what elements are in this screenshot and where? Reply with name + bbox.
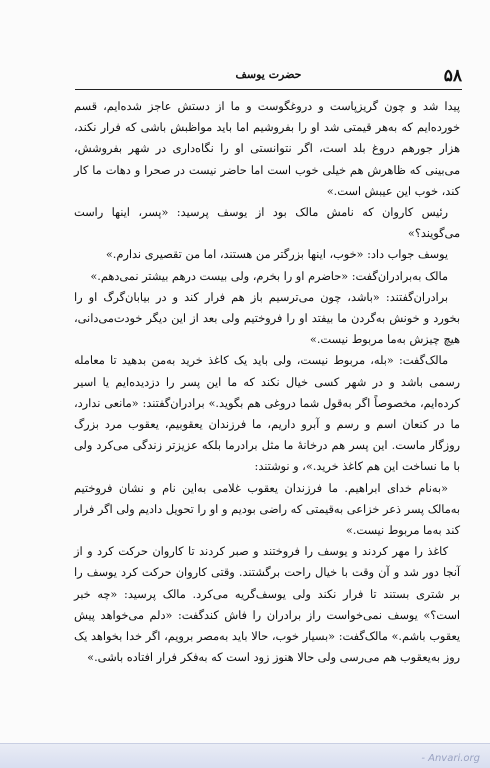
watermark: - Anvari.org — [421, 753, 480, 764]
paragraph: مالک‌گفت: «بله، مربوط نیست، ولی باید یک کاغذ خرید به‌من بدهید تا معامله رسمی باشد و در شهر کسی خیال نکند که ما این پسر را دزدیده‌ایم یا اسیر کرده‌ایم، مخصوصاً اگر به‌قول شما دروغی هم بگوید.» برادران‌گفتند: «مانعی ندارد، ما در کنعان اسم و رسم و آبرو داریم، ما فرزندان یعقوبیم، یعقوب مرد بزرگ روزگار ماست. این پسر هم درخانهٔ ما مثل برادرما بلکه عزیزتر زندگی می‌کرد ولی با ما نساخت این هم کاغذ خرید.»، و نوشتند: — [74, 354, 460, 474]
body-text — [74, 96, 460, 668]
paragraph: مالک به‌برادران‌گفت: «حاضرم او را بخرم، ولی بیست درهم بیشتر نمی‌دهم.» — [90, 269, 448, 283]
page-number: ۵۸ — [443, 66, 462, 86]
paragraph: یوسف جواب داد: «خوب، اینها بزرگتر من هستند، اما من تقصیری ندارم.» — [105, 248, 448, 262]
footer-band — [0, 743, 490, 768]
paragraph: کاغذ را مهر کردند و یوسف را فروختند و صبر کردند تا کاروان حرکت کرد و از آنجا دور شد و آن وقت با خیال راحت برگشتند. وقتی کاروان حرکت کرد یوسف را بر شتری بستند تا فرار نکند ولی یوسف‌گریه می‌کرد. مالک پرسید: «چه خبر است؟» یوسف نمی‌خواست راز برادران را فاش کند‌گفت: «دلم می‌خواهد پیش یعقوب باشم.» مالک‌گفت: «بسیار خوب، حالا باید به‌مصر برویم، اگر خدا بخواهد یک روز به‌یعقوب هم می‌رسی ولی حالا هنوز زود است که به‌فکر فرار افتاده باشی.» — [74, 545, 460, 665]
running-title: حضرت یوسف — [235, 68, 302, 81]
paragraph: «به‌نام خدای ابراهیم. ما فرزندان یعقوب غلامی به‌این نام و نشان فروختیم به‌مالک پسر ذعر خزاعی به‌قیمتی که راضی بودیم و او را تحویل دادیم ولی اگر فرار کند به‌ما مربوط نیست.» — [74, 481, 460, 538]
paragraph: رئیس کاروان که نامش مالک بود از یوسف پرسید: «پسر، اینها راست می‌گویند؟» — [74, 206, 460, 241]
paragraph: پیدا شد و چون گریزپاست و دروغگوست و ما از دستش عاجز شده‌ایم، قسم خورده‌ایم که به‌هر قیمتی شد او را بفروشیم اما باید مواظبش باشی که فرار نکند، هزار جورهم دروغ بلد است، اگر نتوانستی او را نگاه‌داری در شهر بفروشش، می‌بینی که ظاهرش هم خیلی خوب است اما حاضر نیست در صحرا و دهات ما کار کند، خوب این عیبش است.» — [74, 100, 460, 198]
header-rule — [75, 89, 462, 90]
paragraph: برادران‌گفتند: «باشد، چون می‌ترسیم باز هم فرار کند و در بیابان‌گرگ او را بخورد و خونش به‌گردن ما بیفتد او را فروختیم ولی بعد از این دیگر خودت‌می‌دانی، هیچ چیزش به‌ما مربوط نیست.» — [74, 290, 460, 347]
page-header — [75, 64, 462, 90]
